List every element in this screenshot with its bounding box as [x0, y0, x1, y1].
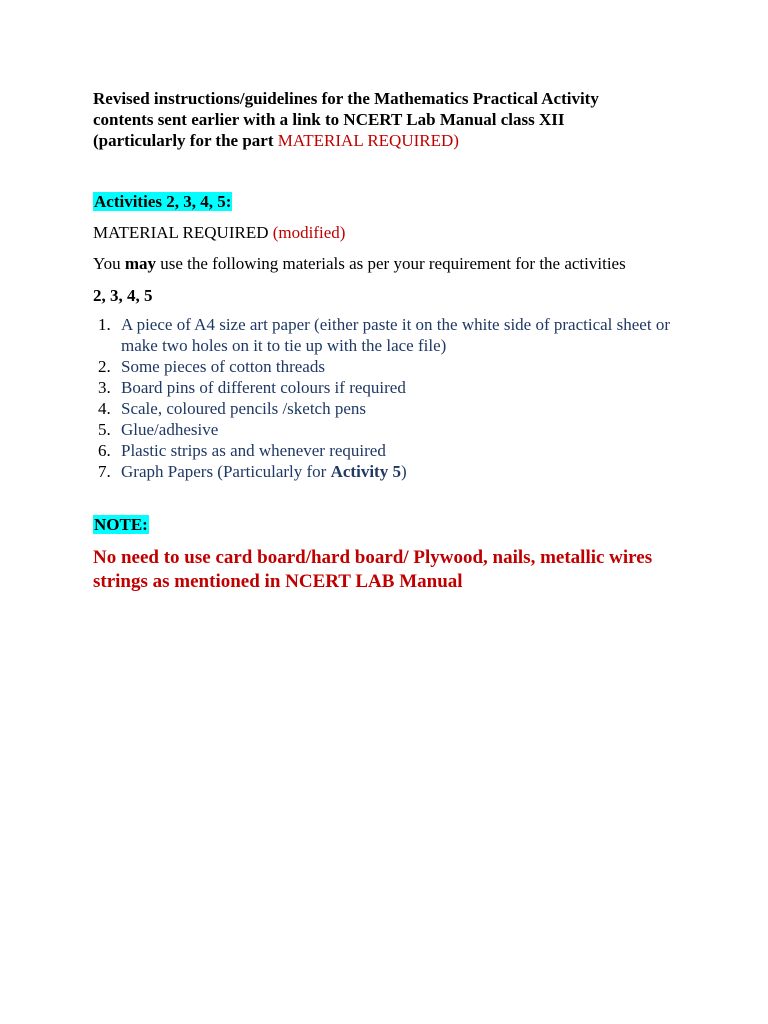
may-line-emphasis: may: [124, 254, 156, 273]
list-item-text-suffix: ): [400, 462, 407, 481]
material-required-label: MATERIAL REQUIRED: [93, 223, 269, 242]
material-modified-label: (modified): [272, 223, 346, 242]
may-line-prefix: You: [93, 254, 125, 273]
list-item-number: 7.: [98, 462, 111, 481]
list-item-number: 6.: [98, 441, 111, 460]
intro-line-3-prefix: (particularly for the part: [93, 131, 278, 150]
activity-numbers: 2, 3, 4, 5: [93, 286, 153, 305]
materials-list: [93, 314, 683, 482]
list-item-number: 2.: [98, 357, 111, 376]
list-item-text: Board pins of different colours if required: [121, 378, 406, 397]
activities-heading-text: Activities 2, 3, 4, 5:: [94, 192, 232, 211]
note-heading: [93, 515, 149, 535]
intro-material-required: MATERIAL REQUIRED): [277, 131, 459, 150]
list-item: [93, 461, 683, 482]
note-label: NOTE:: [94, 515, 148, 534]
list-item: [93, 314, 683, 356]
list-item-text-prefix: Graph Papers (Particularly for: [121, 462, 331, 481]
list-item-number: 1.: [98, 315, 111, 334]
intro-line-3: [93, 130, 693, 151]
list-item: [93, 356, 683, 377]
may-line-suffix: use the following materials as per your requirement for the activities: [156, 254, 626, 273]
intro-line-1: Revised instructions/guidelines for the Mathematics Practical Activity: [93, 89, 599, 108]
intro-paragraph: [93, 88, 693, 151]
list-item: [93, 440, 683, 461]
list-item: [93, 377, 683, 398]
list-item-text: Some pieces of cotton threads: [121, 357, 325, 376]
list-item: [93, 419, 683, 440]
list-item-text-bold: Activity 5: [330, 462, 401, 481]
list-item-text: Plastic strips as and whenever required: [121, 441, 386, 460]
intro-line-2: contents sent earlier with a link to NCERT Lab Manual class XII: [93, 110, 565, 129]
may-use-line: [93, 254, 733, 274]
activities-heading: [93, 192, 232, 212]
list-item-text: A piece of A4 size art paper (either paste it on the white side of practical sheet or make two holes on it to tie up with the lace file): [121, 315, 670, 355]
list-item-text: Glue/adhesive: [121, 420, 219, 439]
material-required-heading: [93, 223, 345, 243]
list-item: [93, 398, 683, 419]
note-text: No need to use card board/hard board/ Plywood, nails, metallic wires strings as mentioned in NCERT LAB Manual: [93, 547, 653, 592]
list-item-number: 4.: [98, 399, 111, 418]
list-item-number: 3.: [98, 378, 111, 397]
list-item-text: Scale, coloured pencils /sketch pens: [121, 399, 367, 418]
list-item-number: 5.: [98, 420, 111, 439]
